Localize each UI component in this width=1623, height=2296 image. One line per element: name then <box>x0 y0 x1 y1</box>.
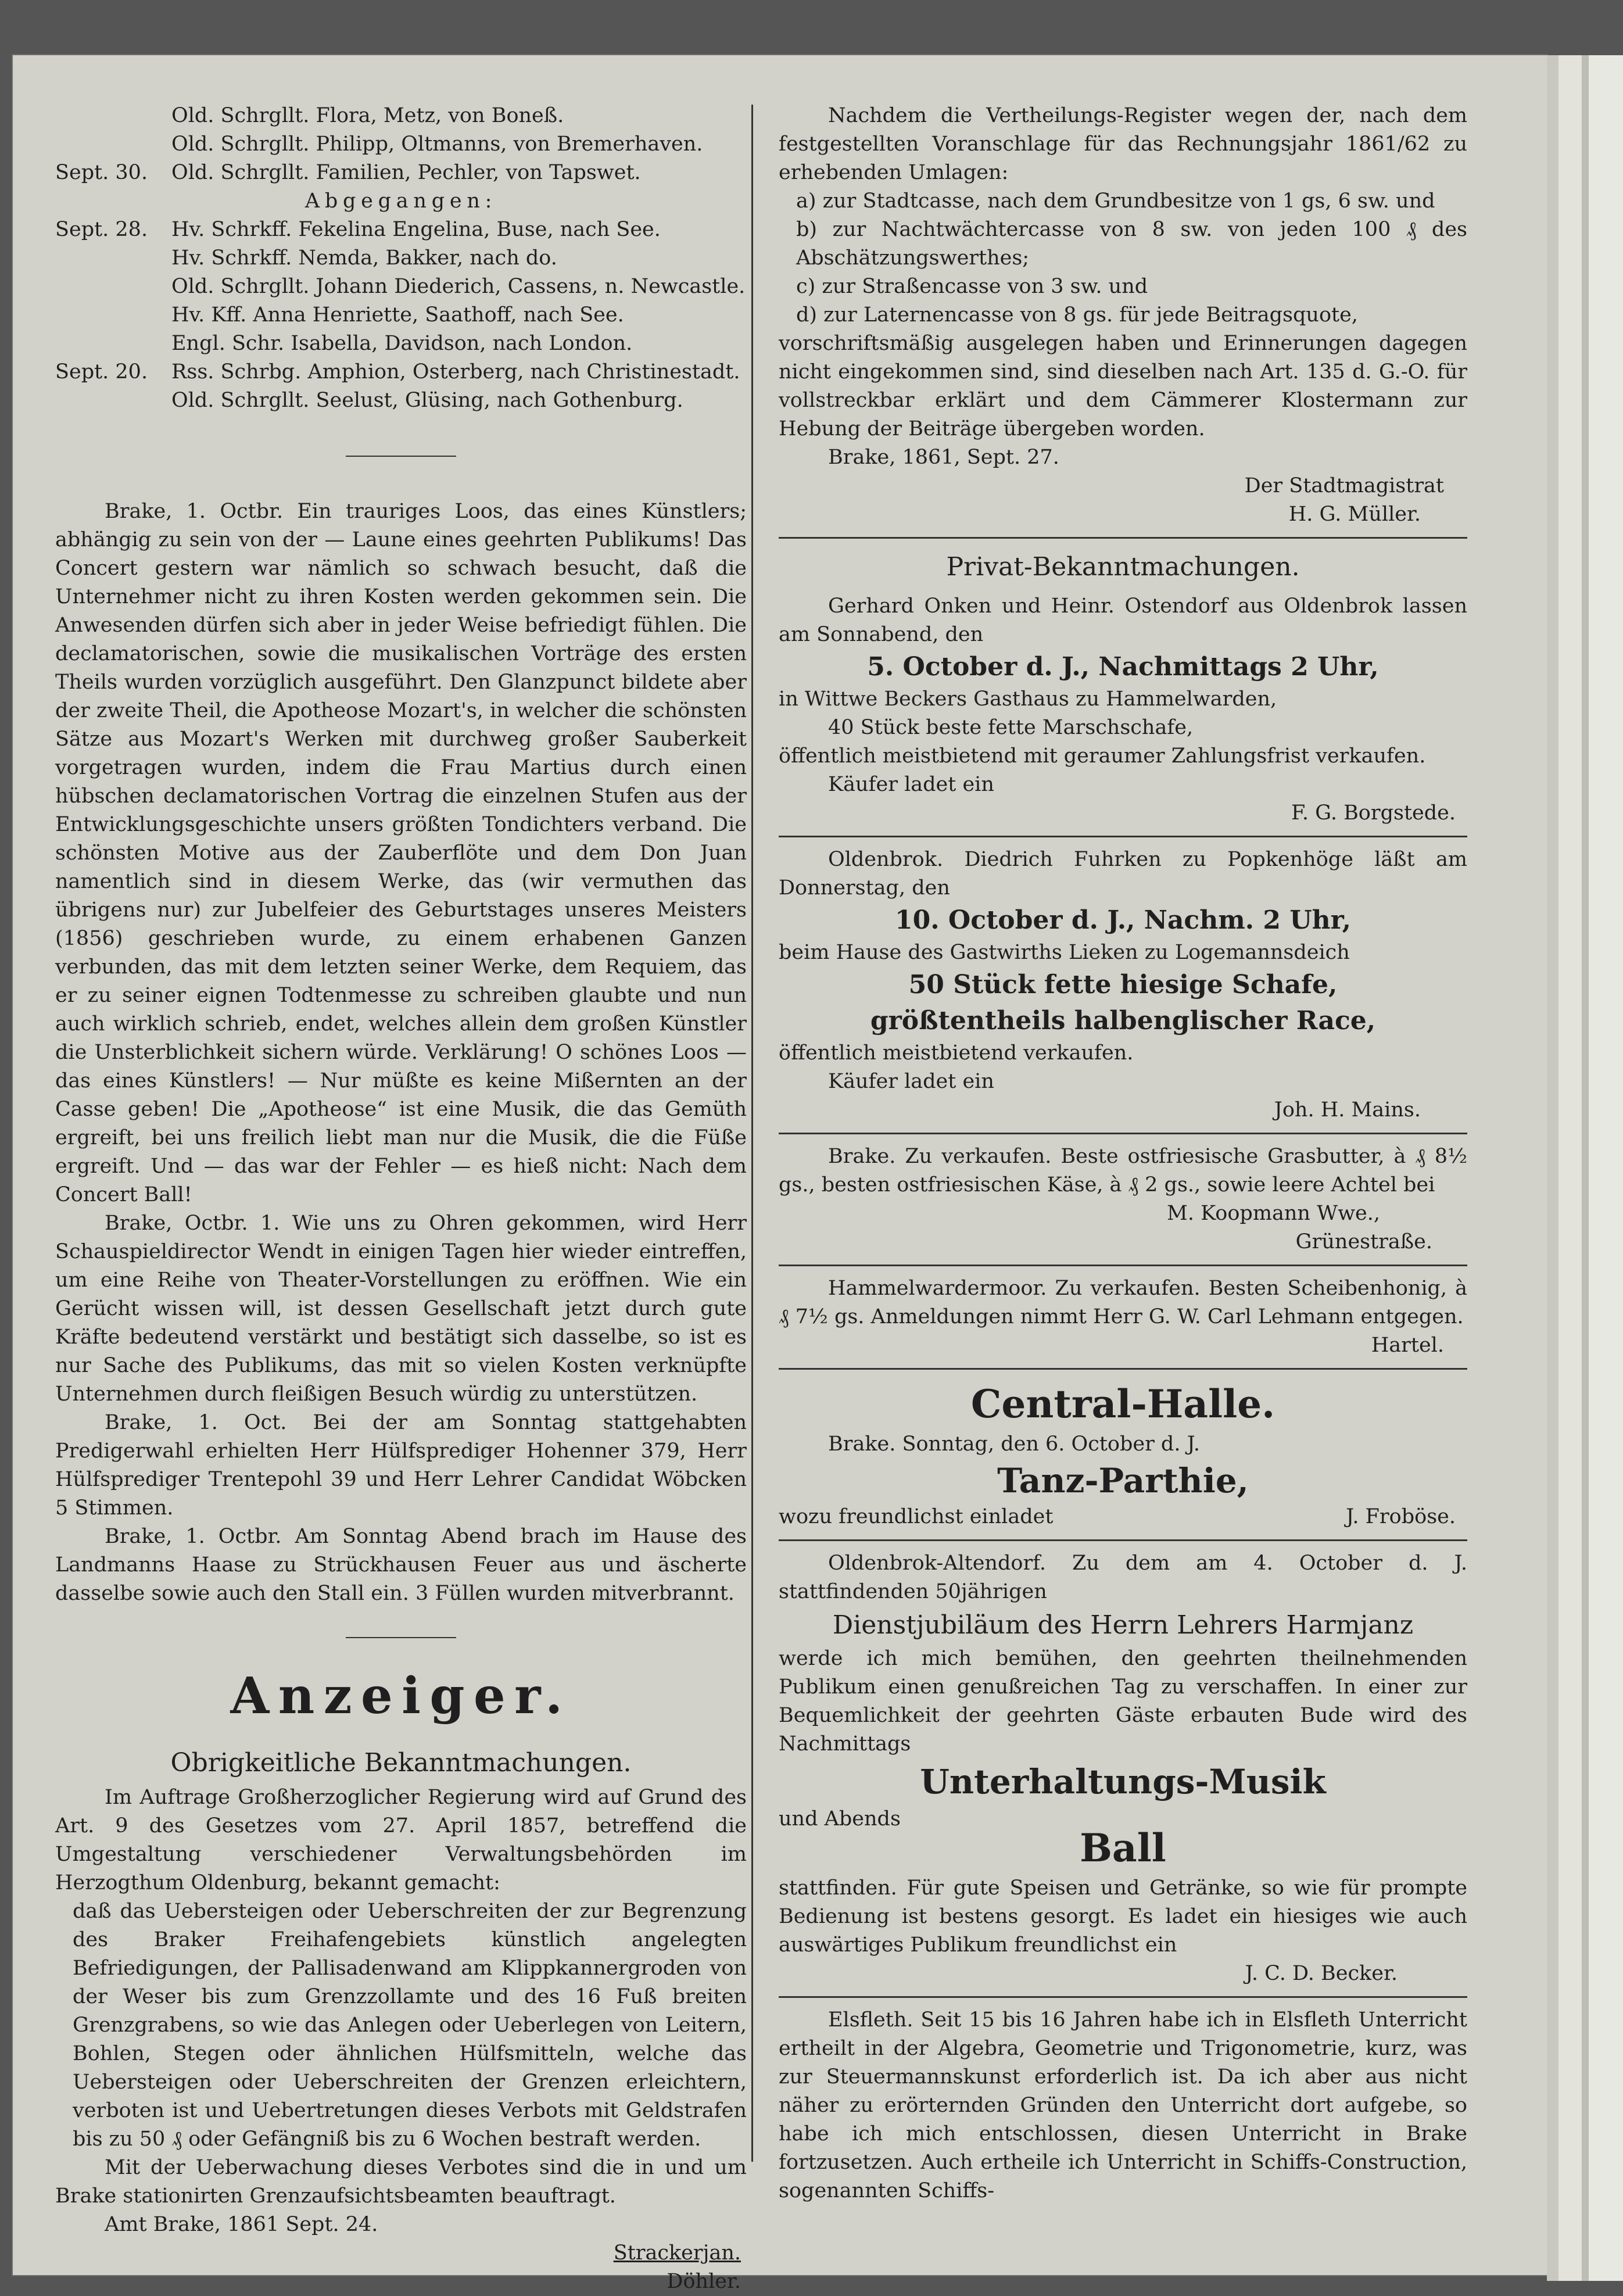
ship-news-row: Sept. 30. Old. Schrgllt. Familien, Pechler, von Tapswet. <box>55 161 641 184</box>
left-column <box>55 102 747 2296</box>
ad-signature: M. Koopmann Wwe., <box>1166 1202 1380 1225</box>
magistrat-item: a) zur Stadtcasse, nach dem Grundbesitze von 1 gs, 6 sw. und <box>796 189 1435 213</box>
separator <box>779 1539 1467 1541</box>
separator <box>779 836 1467 837</box>
separator <box>779 1996 1467 1998</box>
ship-news-row: Hv. Schrkff. Nemda, Bakker, nach do. <box>171 246 557 270</box>
ad-signature: Grünestraße. <box>1295 1230 1432 1253</box>
magistrat-signature: Der Stadtmagistrat <box>1244 474 1444 497</box>
ad-text: Käufer ladet ein <box>828 773 994 796</box>
magistrat-text: Nachdem die Vertheilungs-Register wegen der, nach dem festgestellten Voranschlage für das Rechnungsjahr 1861/62 zu erhebenden Umlagen: <box>779 104 1467 184</box>
separator <box>346 456 456 457</box>
magistrat-rest: vorschriftsmäßig ausgelegen haben und Erinnerungen dagegen nicht eingekommen sind, sind dieselben nach Art. 135 d. G.-O. für vollstreckbar erklärt und dem Cämmerer Klostermann zur Hebung der Beiträge übergeben worden. <box>779 332 1467 440</box>
separator <box>779 1265 1467 1266</box>
ad-text: werde ich mich bemühen, den geehrten theilnehmenden Publikum einen genußreichen Tag zu verschaffen. In einer zur Bequemlichkeit der geehrten Gäste erbauten Bude wird des Nachmittags <box>779 1647 1467 1756</box>
ad-goods: 50 Stück fette hiesige Schafe, <box>908 970 1338 1000</box>
news-paragraph: Brake, 1. Octbr. Ein trauriges Loos, das eines Künstlers; abhängig zu sein von der — Laune eines geehrten Publikums! Das Concert gestern war nämlich so schwach besucht, daß die Unternehmer nicht zu ihren Kosten werden gekommen sein. Die Anwesenden dürfen sich aber in jeder Weise befriedigt fühlen. Die declamatorischen, sowie die musikalischen Vorträge des ersten Theils wurden vorzüglich ausgeführt. Den Glanzpunct bildete aber der zweite Theil, die Apotheose Mozart's, in welcher die schönsten Sätze aus Mozart's Werken mit durchweg großer Sauberkeit vorgetragen wurden, indem die Frau Martius durch einen hübschen declamatorischen Vortrag die einzelnen Stufen aus der Entwicklungsgeschichte unsers größten Tondichters verband. Die schönsten Motive aus der Zauberflöte und dem Don Juan namentlich sind in diesem Werke, das (wir vermuthen das übrigens nur) zur Jubelfeier des Geburtstages unseres Meisters (1856) geschrieben wurde, zu einem erhabenen Ganzen verbunden, das mit dem letzten seiner Werke, dem Requiem, das er zu seiner eignen Todtenmesse zu schreiben glaubte und nun auch wirklich schrieb, endet, welches allein dem großen Künstler die Unsterblichkeit sichern würde. Verklärung! O schönes Loos — das eines Künstlers! — Nur müßte es keine Mißernten an der Casse geben! Die „Apotheose“ ist eine Musik, die das Gemüth ergreift, bei uns freilich liebt man nur die Musik, die die Füße ergreift. Und — das war der Fehler — es hieß nicht: Nach dem Concert Ball! <box>55 500 747 1206</box>
official-date: Amt Brake, 1861 Sept. 24. <box>105 2213 378 2236</box>
ad-signature: Joh. H. Mains. <box>1274 1098 1421 1122</box>
ad-text: Hammelwardermoor. Zu verkaufen. Besten Scheibenhonig, à ₰ 7½ gs. Anmeldungen nimmt Herr G. W. Carl Lehmann entgegen. <box>779 1277 1467 1328</box>
ad-event: Dienstjubiläum des Herrn Lehrers Harmjanz <box>832 1610 1414 1640</box>
news-paragraph: Brake, Octbr. 1. Wie uns zu Ohren gekommen, wird Herr Schauspieldirector Wendt in einigen Tagen hier wieder eintreffen, um eine Reihe von Theater-Vorstellungen zu eröffnen. Wie ein Gerücht wissen will, ist dessen Gesellschaft jetzt durch gute Kräfte bedeutend verstärkt und bestätigt sich dasselbe, so ist es nur Sache des Publikums, das mit so vielen Kosten verknüpfte Unternehmen durch fleißigen Besuch würdig zu unterstützen. <box>55 1212 747 1406</box>
official-heading: Obrigkeitliche Bekanntmachungen. <box>170 1748 632 1778</box>
private-heading: Privat-Bekanntmachungen. <box>946 552 1300 582</box>
right-column <box>779 102 1467 2205</box>
ad-text: beim Hause des Gastwirths Lieken zu Logemannsdeich <box>779 941 1350 964</box>
ad-signature: Hartel. <box>1371 1334 1444 1357</box>
ad-event: Tanz-Parthie, <box>997 1461 1249 1500</box>
departed-heading: Abgegangen: <box>304 189 497 213</box>
magistrat-item: c) zur Straßencasse von 3 sw. und <box>796 275 1148 298</box>
separator <box>779 537 1467 539</box>
ship-news-row: Sept. 20. Rss. Schrbg. Amphion, Osterberg, nach Christinestadt. <box>55 360 740 384</box>
ad-text: Gerhard Onken und Heinr. Ostendorf aus Oldenbrok lassen am Sonnabend, den <box>779 594 1467 646</box>
ad-signature: F. G. Borgstede. <box>1291 801 1456 825</box>
ad-text: in Wittwe Beckers Gasthaus zu Hammelwarden, <box>779 687 1277 711</box>
ship-news-row: Old. Schrgllt. Johann Diederich, Cassens, n. Newcastle. <box>171 275 746 298</box>
ship-news-row: Old. Schrgllt. Philipp, Oltmanns, von Bremerhaven. <box>171 132 703 156</box>
ad-text: Elsfleth. Seit 15 bis 16 Jahren habe ich in Elsfleth Unterricht ertheilt in der Algebra, Geometrie und Trigonometrie, kurz, was zur Steuermannskunst erforderlich ist. Da ich aber aus nicht näher zu erörternden Gründen den Unterricht dort aufgebe, so habe ich mich entschlossen, diesen Unterricht in Brake fortzusetzen. Auch ertheile ich Unterricht in Schiffs-Construction, sogenannten Schiffs- <box>779 2008 1467 2202</box>
ad-text: stattfinden. Für gute Speisen und Getränke, so wie für prompte Bedienung ist bestens gesorgt. Es ladet ein hiesiges wie auch auswärtiges Publikum freundlichst ein <box>779 1876 1467 1957</box>
ship-news-row: Engl. Schr. Isabella, Davidson, nach London. <box>171 332 633 355</box>
ad-date: 5. October d. J., Nachmittags 2 Uhr, <box>867 652 1379 682</box>
ship-news-row: Old. Schrgllt. Seelust, Glüsing, nach Gothenburg. <box>171 389 683 412</box>
ad-date: 10. October d. J., Nachm. 2 Uhr, <box>895 905 1351 935</box>
ad-text: wozu freundlichst einladet <box>779 1505 1054 1528</box>
official-signer: Döhler. <box>667 2270 741 2293</box>
ad-signature: J. Froböse. <box>1346 1505 1456 1528</box>
magistrat-item: d) zur Laternencasse von 8 gs. für jede Beitragsquote, <box>796 303 1358 327</box>
separator <box>779 1133 1467 1134</box>
ad-music: Unterhaltungs-Musik <box>920 1762 1326 1801</box>
ad-text: Oldenbrok-Altendorf. Zu dem am 4. October d. J. stattfindenden 50jährigen <box>779 1552 1467 1603</box>
news-paragraph: Brake, 1. Octbr. Am Sonntag Abend brach im Hause des Landmanns Haase zu Strückhausen Feuer aus und äscherte dasselbe sowie auch den Stall ein. 3 Füllen wurden mitverbrannt. <box>55 1525 747 1605</box>
ad-goods: größtentheils halbenglischer Race, <box>870 1006 1376 1036</box>
ship-news-row: Sept. 28. Hv. Schrkff. Fekelina Engelina, Buse, nach See. <box>55 218 661 241</box>
ship-news-row: Hv. Kff. Anna Henriette, Saathoff, nach See. <box>171 303 624 327</box>
central-halle-title: Central-Halle. <box>970 1381 1276 1427</box>
news-paragraph: Brake, 1. Oct. Bei der am Sonntag stattgehabten Predigerwahl erhielten Herr Hülfsprediger Hohenner 379, Herr Hülfsprediger Trentepohl 39 und Herr Lehrer Candidat Wöbcken 5 Stimmen. <box>55 1411 747 1520</box>
ad-text: und Abends <box>779 1807 901 1831</box>
separator <box>346 1637 456 1638</box>
ad-ball: Ball <box>1080 1825 1166 1871</box>
separator <box>779 1368 1467 1370</box>
ad-signature: J. C. D. Becker. <box>1245 1962 1398 1985</box>
official-body: daß das Uebersteigen oder Ueberschreiten der zur Begrenzung des Braker Freihafengebiets künstlich angelegten Befriedigungen, der Pallisadenwand am Klippkannergroden von der Weser bis zum Grenzzollamte und des 16 Fuß breiten Grenzgrabens, so wie das Anlegen oder Ueberlegen von Leitern, Bohlen, Stegen oder ähnlichen Hülfsmitteln, welche das Uebersteigen oder Ueberschreiten der Grenzen erleichtern, verboten ist und Uebertretungen dieses Verbots mit Geldstrafen bis zu 50 ₰ oder Gefängniß bis zu 6 Wochen bestraft werden. <box>73 1900 747 2151</box>
magistrat-item: b) zur Nachtwächtercasse von 8 sw. von jeden 100 ₰ des Abschätzungswerthes; <box>796 218 1467 270</box>
official-supervision: Mit der Ueberwachung dieses Verbotes sind die in und um Brake stationirten Grenzaufsichtsbeamten beauftragt. <box>55 2156 747 2208</box>
ad-text: Käufer ladet ein <box>828 1070 994 1093</box>
ad-text: Oldenbrok. Diedrich Fuhrken zu Popkenhöge läßt am Donnerstag, den <box>779 848 1467 900</box>
page-edge <box>1547 55 1623 2281</box>
ad-text: Brake. Sonntag, den 6. October d. J. <box>828 1432 1201 1456</box>
ad-text: Brake. Zu verkaufen. Beste ostfriesische Grasbutter, à ₰ 8½ gs., besten ostfriesischen Käse, à ₰ 2 gs., sowie leere Achtel bei <box>779 1145 1467 1197</box>
ship-news-row: Old. Schrgllt. Flora, Metz, von Boneß. <box>171 104 564 127</box>
column-rule <box>751 105 753 2162</box>
ad-text: öffentlich meistbietend mit geraumer Zahlungsfrist verkaufen. <box>779 744 1426 768</box>
magistrat-signature: H. G. Müller. <box>1288 503 1421 526</box>
ad-goods: 40 Stück beste fette Marschschafe, <box>828 716 1194 739</box>
official-signer: Strackerjan. <box>613 2241 741 2265</box>
official-intro: Im Auftrage Großherzoglicher Regierung wird auf Grund des Art. 9 des Gesetzes vom 27. April 1857, betreffend die Umgestaltung verschiedener Verwaltungsbehörden im Herzogthum Oldenburg, bekannt gemacht: <box>55 1786 747 1894</box>
magistrat-date: Brake, 1861, Sept. 27. <box>828 446 1059 469</box>
ad-text: öffentlich meistbietend verkaufen. <box>779 1041 1134 1065</box>
anzeiger-title: Anzeiger. <box>230 1667 572 1725</box>
